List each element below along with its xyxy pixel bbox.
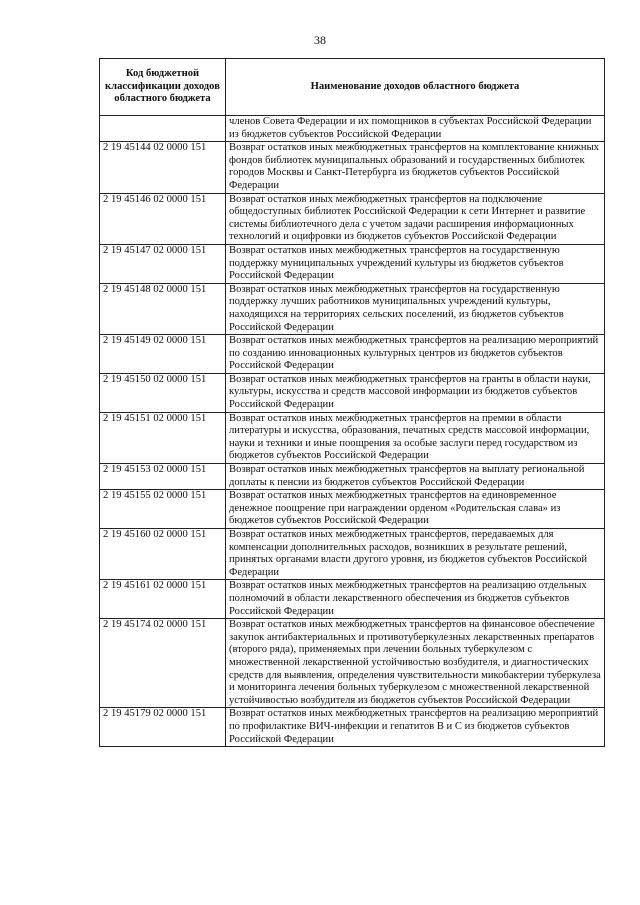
row-name: Возврат остатков иных межбюджетных трансфертов на реализацию мероприятий по профилактике ВИЧ-инфекции и гепатитов В и С из бюджетов субъектов Российской Федерации (226, 708, 605, 747)
row-name: Возврат остатков иных межбюджетных трансфертов на подключение общедоступных библиотек Российской Федерации к сети Интернет и развитие системы библиотечного дела с учетом задачи расширения информационных технологий и оцифровки из бюджетов субъектов Российской Федерации (226, 193, 605, 244)
table-row (100, 580, 605, 619)
row-name: Возврат остатков иных межбюджетных трансфертов на государственную поддержку лучших работников муниципальных учреждений культуры, находящихся на территориях сельских поселений, из бюджетов субъектов Российской Федерации (226, 283, 605, 334)
row-code: 2 19 45146 02 0000 151 (100, 193, 226, 244)
row-name: Возврат остатков иных межбюджетных трансфертов на финансовое обеспечение закупок антибактериальных и противотуберкулезных лекарственных препаратов (второго ряда), применяемых при лечении больных туберкулезом с множественной лекарственной устойчивостью возбудителя, и диагностических средств для выявления, определения чувствительности микобактерии туберкулеза и мониторинга лечения больных туберкулезом с множественной лекарственной устойчивостью возбудителя из бюджетов субъектов Российской Федерации (226, 619, 605, 708)
table-row (100, 412, 605, 463)
row-code: 2 19 45160 02 0000 151 (100, 529, 226, 580)
row-name: Возврат остатков иных межбюджетных трансфертов на премии в области литературы и искусства, образования, печатных средств массовой информации, науки и техники и иные поощрения за особые заслуги перед государством из бюджетов субъектов Российской Федерации (226, 412, 605, 463)
table-row (100, 708, 605, 747)
row-code: 2 19 45153 02 0000 151 (100, 464, 226, 490)
row-code: 2 19 45149 02 0000 151 (100, 335, 226, 374)
table-row (100, 490, 605, 529)
row-code (100, 116, 226, 142)
row-code: 2 19 45147 02 0000 151 (100, 244, 226, 283)
row-code: 2 19 45148 02 0000 151 (100, 283, 226, 334)
table-row (100, 283, 605, 334)
row-name: Возврат остатков иных межбюджетных трансфертов на государственную поддержку муниципальных учреждений культуры из бюджетов субъектов Российской Федерации (226, 244, 605, 283)
table-row (100, 244, 605, 283)
row-name: Возврат остатков иных межбюджетных трансфертов на выплату региональной доплаты к пенсии из бюджетов субъектов Российской Федерации (226, 464, 605, 490)
page-number: 38 (314, 33, 326, 47)
header-code-text: Код бюджетной классификации доходов областного бюджета (105, 68, 220, 105)
row-code: 2 19 45179 02 0000 151 (100, 708, 226, 747)
row-code: 2 19 45151 02 0000 151 (100, 412, 226, 463)
table-row (100, 464, 605, 490)
table-row (100, 373, 605, 412)
table-row (100, 142, 605, 193)
table-row (100, 335, 605, 374)
header-name (226, 59, 605, 116)
budget-classification-table (99, 58, 605, 747)
row-code: 2 19 45161 02 0000 151 (100, 580, 226, 619)
table-header-row (100, 59, 605, 116)
table-row (100, 619, 605, 708)
header-code (100, 59, 226, 116)
row-code: 2 19 45150 02 0000 151 (100, 373, 226, 412)
header-name-text: Наименование доходов областного бюджета (310, 80, 520, 92)
row-name: Возврат остатков иных межбюджетных трансфертов на единовременное денежное поощрение при награждении орденом «Родительская слава» из бюджетов субъектов Российской Федерации (226, 490, 605, 529)
table-row-continuation (100, 116, 605, 142)
table-row (100, 193, 605, 244)
row-code: 2 19 45144 02 0000 151 (100, 142, 226, 193)
row-name: Возврат остатков иных межбюджетных трансфертов на реализацию мероприятий по созданию инновационных культурных центров из бюджетов субъектов Российской Федерации (226, 335, 605, 374)
row-name: Возврат остатков иных межбюджетных трансфертов на гранты в области науки, культуры, искусства и средств массовой информации из бюджетов субъектов Российской Федерации (226, 373, 605, 412)
row-name: Возврат остатков иных межбюджетных трансфертов на комплектование книжных фондов библиотек муниципальных образований и государственных библиотек городов Москвы и Санкт-Петербурга из бюджетов субъектов Российской Федерации (226, 142, 605, 193)
row-code: 2 19 45155 02 0000 151 (100, 490, 226, 529)
row-code: 2 19 45174 02 0000 151 (100, 619, 226, 708)
row-name: членов Совета Федерации и их помощников в субъектах Российской Федерации из бюджетов субъектов Российской Федерации (226, 116, 605, 142)
row-name: Возврат остатков иных межбюджетных трансфертов на реализацию отдельных полномочий в области лекарственного обеспечения из бюджетов субъектов Российской Федерации (226, 580, 605, 619)
table-row (100, 529, 605, 580)
row-name: Возврат остатков иных межбюджетных трансфертов, передаваемых для компенсации дополнительных расходов, возникших в результате решений, принятых органами власти другого уровня, из бюджетов субъектов Российской Федерации (226, 529, 605, 580)
